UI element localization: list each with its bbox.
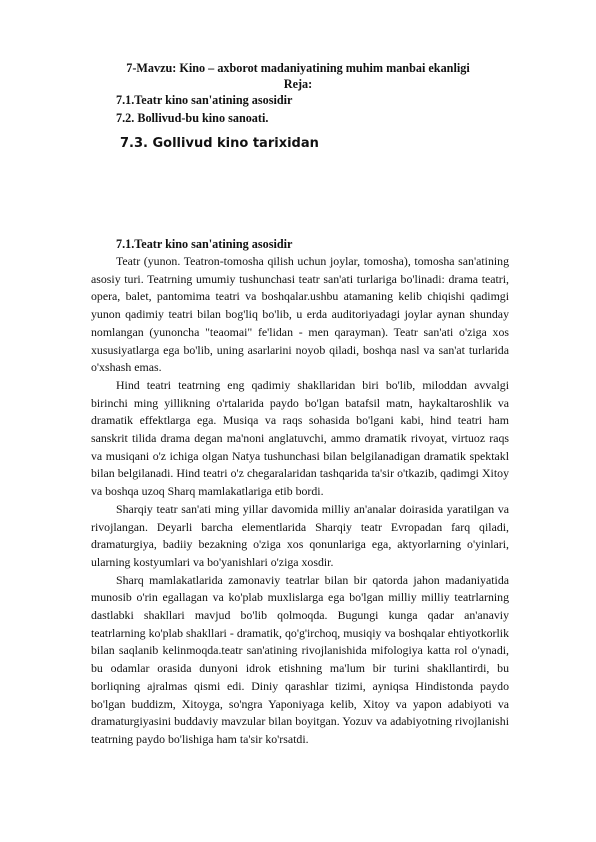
paragraph-4: Sharq mamlakatlarida zamonaviy teatrlar bilan bir qatorda jahon madaniyatida munosib o'rin egallagan va ko'plab muxlislarga ega bo'lgan milliy milliy teatrlarning dastlabki shakllari mavjud bo'lib qolmoqda. Bugungi kunga qadar an'anaviy teatrlarning ko'plab shakllari - dramatik, qo'g'irchoq, musiqiy va boshqalar ehtiyotkorlik bilan saqlanib kelinmoqda.teatr san'atining rivojlanishida mifologiya katta rol o'ynadi, bu odamlar orasida dunyoni idrok etishning ma'lum bir turini shakllantirdi, bu borliqning ajralmas qismi edi. Diniy qarashlar tizimi, ayniqsa Hindistonda paydo bo'lgan buddizm, Xitoyga, so'ngra Yaponiyaga kelib, Xitoy va yapon adabiyoti va dramaturgiyasini buddaviy mavzular bilan boyitgan. Yozuv va adabiyotning rivojlanishi teatrning paydo bo'lishiga ham ta'sir ko'rsatdi. <box>91 572 509 746</box>
plan-label: Reja: <box>283 77 313 91</box>
document-title: 7-Mavzu: Kino – axborot madaniyatining muhim manbai ekanligi <box>126 61 470 75</box>
section-body <box>91 253 509 749</box>
paragraph-3: Sharqiy teatr san'ati ming yillar davomida milliy an'analar doirasida yaratilgan va rivojlangan. Deyarli barcha elementlarida Sharqiy teatr Evropadan farq qiladi, dramaturgiya, badiiy bezakning o'ziga xos qonunlariga ega, aktyorlarning o'yinlari, ularning kostyumlari va bo'yanishlari o'ziga xosdir. <box>91 501 509 569</box>
plan-item-3: 7.3. Gollivud kino tarixidan <box>120 136 319 151</box>
paragraph-1: Teatr (yunon. Teatron-tomosha qilish uchun joylar, tomosha), tomosha san'atining asosiy turi. Teatrning umumiy tushunchasi teatr san'ati turlariga bo'linadi: drama teatri, opera, balet, pantomima teatri va boshqalar.ushbu atamaning kelib chiqishi qadimgi yunon qadimiy teatri bilan bog'liq bo'lib, u erda auditoriyadagi joylar aynan shunday nomlangan (yunoncha "teaomai" fe'lidan - men qarayman). Teatr san'ati o'ziga xos xususiyatlarga ega bo'lib, uning asarlarini noyob qiladi, boshqa nasl va san'at turlarida o'xshash emas. <box>91 254 509 375</box>
plan-item-2: 7.2. Bollivud-bu kino sanoati. <box>116 111 269 125</box>
paragraph-2: Hind teatri teatrning eng qadimiy shakllaridan biri bo'lib, miloddan avvalgi birinchi ming yillikning o'rtalarida paydo bo'lgan batafsil matn, haykaltaroshlik va dramatik effektlarga ega. Musiqa va raqs sohasida bo'lgani kabi, hind teatri ham sanskrit tilida drama degan ma'noni anglatuvchi, ammo dramatik rivoyat, virtuoz raqs va musiqani o'z ichiga olgan Natya tushunchasi bilan belgilanadigan dramatik spektakl bilan belgilanadi. Hind teatri o'z chegaralaridan tashqarida ta'sir o'tkazib, qadimgi Xitoy va boshqa uzoq Sharq mamlakatlariga etib bordi. <box>91 377 509 499</box>
plan-item-1: 7.1.Teatr kino san'atining asosidir <box>116 93 293 107</box>
section-heading: 7.1.Teatr kino san'atining asosidir <box>116 237 293 251</box>
